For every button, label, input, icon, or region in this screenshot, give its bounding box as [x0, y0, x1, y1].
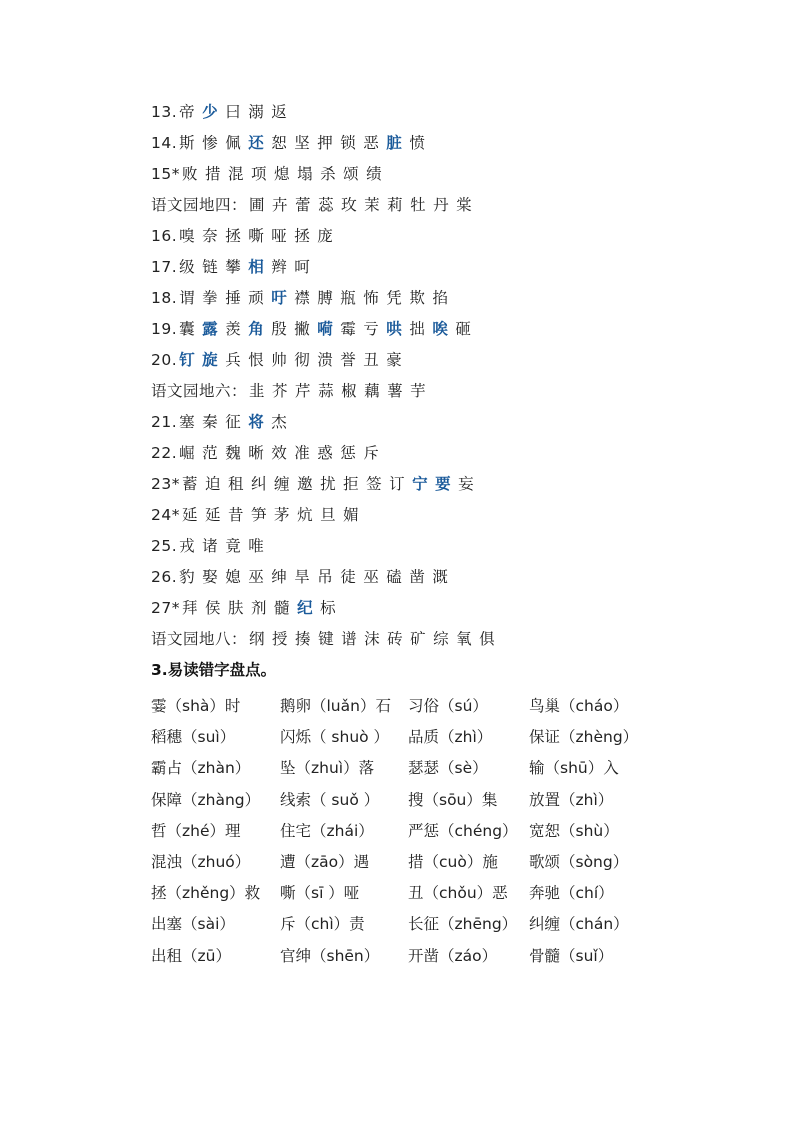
- char: 恶: [363, 134, 380, 152]
- char: 肤: [228, 599, 245, 617]
- char: 熄: [274, 165, 291, 183]
- highlighted-char: 脏: [386, 134, 403, 152]
- char: 欺: [409, 289, 426, 307]
- char: 茅: [274, 506, 291, 524]
- char: 邀: [297, 475, 314, 493]
- char: 怖: [363, 289, 380, 307]
- line-prefix: 20.: [151, 351, 178, 369]
- grid-cell: 遭（zāo）遇: [280, 852, 370, 871]
- grid-cell: 嘶（sī ）哑: [280, 884, 360, 903]
- char: 誉: [340, 351, 357, 369]
- grid-cell: 哲（zhé）理: [151, 821, 241, 840]
- highlighted-char: 角: [248, 320, 265, 338]
- char: 纠: [251, 475, 268, 493]
- char: 拯: [225, 227, 242, 245]
- char-line: [151, 502, 502, 533]
- char: 谓: [179, 289, 196, 307]
- highlighted-char: 吁: [271, 289, 288, 307]
- char: 俱: [479, 630, 496, 648]
- char-line: [151, 223, 502, 254]
- grid-cell: 霎（shà）时: [151, 697, 241, 715]
- highlighted-char: 相: [248, 258, 265, 276]
- highlighted-char: 旋: [202, 351, 219, 369]
- line-prefix: 25.: [151, 537, 178, 555]
- char: 卉: [272, 196, 289, 214]
- char-line: [151, 471, 502, 502]
- char: 磕: [386, 568, 403, 586]
- char: 纲: [249, 630, 266, 648]
- char-line: [151, 130, 502, 161]
- grid-cell: 纠缠（chán）: [529, 915, 629, 934]
- char: 溉: [432, 568, 449, 586]
- char-line: [151, 378, 502, 409]
- char: 茉: [364, 196, 381, 214]
- grid-cell: 住宅（zhái）: [280, 821, 374, 840]
- char: 惑: [317, 444, 334, 462]
- char: 项: [251, 165, 268, 183]
- char-line: [151, 192, 502, 223]
- line-prefix: 16.: [151, 227, 178, 245]
- char: 氧: [456, 630, 473, 648]
- char: 拒: [343, 475, 360, 493]
- char: 帝: [179, 103, 196, 121]
- char: 揍: [295, 630, 312, 648]
- char: 惩: [340, 444, 357, 462]
- char: 恕: [271, 134, 288, 152]
- grid-cell: 混浊（zhuó）: [151, 852, 251, 871]
- grid-row: [151, 880, 639, 911]
- grid-cell: 长征（zhēng）: [408, 915, 518, 934]
- char: 巫: [363, 568, 380, 586]
- grid-row: [151, 911, 639, 942]
- char: 范: [202, 444, 219, 462]
- char: 缠: [274, 475, 291, 493]
- char: 砸: [455, 320, 472, 338]
- char-line: [151, 564, 502, 595]
- line-prefix: 语文园地六：: [151, 382, 248, 400]
- char: 棠: [456, 196, 473, 214]
- grid-cell: 奔驰（chí）: [529, 884, 614, 903]
- char-line: [151, 285, 502, 316]
- char: 昔: [228, 506, 245, 524]
- char-line: [151, 440, 502, 471]
- char: 笋: [251, 506, 268, 524]
- char: 拙: [409, 320, 426, 338]
- line-prefix: 18.: [151, 289, 178, 307]
- char: 掐: [432, 289, 449, 307]
- grid-row: [151, 943, 639, 974]
- char: 豹: [179, 568, 196, 586]
- char: 恨: [248, 351, 265, 369]
- char: 晰: [248, 444, 265, 462]
- char: 剂: [251, 599, 268, 617]
- highlighted-char: 唉: [432, 320, 449, 338]
- char: 芋: [410, 382, 427, 400]
- highlighted-char: 将: [248, 413, 265, 431]
- highlighted-char: 纪: [297, 599, 314, 617]
- char: 囊: [179, 320, 196, 338]
- char: 准: [294, 444, 311, 462]
- char: 奈: [202, 227, 219, 245]
- char: 惨: [202, 134, 219, 152]
- char: 溃: [317, 351, 334, 369]
- char: 攀: [225, 258, 242, 276]
- char: 亏: [363, 320, 380, 338]
- grid-cell: 骨髓（suǐ）: [529, 946, 614, 965]
- char: 唯: [248, 537, 265, 555]
- char: 莉: [387, 196, 404, 214]
- char: 韭: [249, 382, 266, 400]
- char: 殷: [271, 320, 288, 338]
- char: 竟: [225, 537, 242, 555]
- grid-row: [151, 849, 639, 880]
- char: 彻: [294, 351, 311, 369]
- line-prefix: 15*: [151, 165, 180, 183]
- grid-cell: 瑟瑟（sè）: [408, 759, 488, 778]
- char: 绩: [366, 165, 383, 183]
- char: 沫: [364, 630, 381, 648]
- char: 订: [389, 475, 406, 493]
- char: 斥: [363, 444, 380, 462]
- grid-cell: 搜（sōu）集: [408, 790, 498, 809]
- char: 延: [205, 506, 222, 524]
- line-prefix: 24*: [151, 506, 180, 524]
- char: 圃: [249, 196, 266, 214]
- char: 旱: [294, 568, 311, 586]
- highlighted-char: 少: [202, 103, 219, 121]
- grid-cell: 闪烁（ shuò ）: [280, 728, 390, 747]
- line-prefix: 23*: [151, 475, 180, 493]
- char: 措: [205, 165, 222, 183]
- char: 丑: [363, 351, 380, 369]
- line-prefix: 语文园地四：: [151, 196, 248, 214]
- pinyin-grid: [151, 693, 639, 974]
- char: 综: [433, 630, 450, 648]
- char: 杀: [320, 165, 337, 183]
- char: 髓: [274, 599, 291, 617]
- grid-cell: 歌颂（sòng）: [529, 852, 629, 871]
- char: 丹: [433, 196, 450, 214]
- char: 庞: [317, 227, 334, 245]
- char: 兵: [225, 351, 242, 369]
- char: 妄: [458, 475, 475, 493]
- char: 谱: [341, 630, 358, 648]
- char: 媳: [225, 568, 242, 586]
- char-line: [151, 595, 502, 626]
- line-prefix: 17.: [151, 258, 178, 276]
- char-line: [151, 409, 502, 440]
- char: 锁: [340, 134, 357, 152]
- grid-cell: 线索（ suǒ ）: [280, 790, 380, 809]
- char: 键: [318, 630, 335, 648]
- char: 顽: [248, 289, 265, 307]
- char-line: [151, 533, 502, 564]
- grid-row: [151, 755, 639, 786]
- char-line: [151, 626, 502, 657]
- char: 砖: [387, 630, 404, 648]
- char-line: [151, 161, 502, 192]
- line-prefix: 26.: [151, 568, 178, 586]
- char: 征: [225, 413, 242, 431]
- grid-cell: 鸟巢（cháo）: [529, 697, 629, 715]
- grid-cell: 坠（zhuì）落: [280, 759, 375, 778]
- grid-cell: 官绅（shēn）: [280, 946, 380, 965]
- line-prefix: 19.: [151, 320, 178, 338]
- grid-cell: 出租（zū）: [151, 946, 231, 965]
- grid-row: [151, 818, 639, 849]
- grid-cell: 拯（zhěng）救: [151, 884, 261, 903]
- char: 凿: [409, 568, 426, 586]
- char: 玫: [341, 196, 358, 214]
- char-line: [151, 316, 502, 347]
- char: 混: [228, 165, 245, 183]
- char: 襟: [294, 289, 311, 307]
- grid-cell: 宽恕（shù）: [529, 821, 619, 840]
- char: 坚: [294, 134, 311, 152]
- char: 炕: [297, 506, 314, 524]
- char: 膊: [317, 289, 334, 307]
- grid-row: [151, 787, 639, 818]
- char: 塞: [179, 413, 196, 431]
- section-heading: 3.易读错字盘点。: [151, 661, 277, 679]
- char: 效: [271, 444, 288, 462]
- char: 蕾: [295, 196, 312, 214]
- char: 溺: [248, 103, 265, 121]
- char: 级: [179, 258, 196, 276]
- grid-cell: 习俗（sú）: [408, 697, 488, 715]
- line-prefix: 13.: [151, 103, 178, 121]
- char: 豪: [386, 351, 403, 369]
- char: 羡: [225, 320, 242, 338]
- char: 佩: [225, 134, 242, 152]
- grid-cell: 保障（zhàng）: [151, 790, 261, 809]
- line-prefix: 语文园地八：: [151, 630, 248, 648]
- grid-cell: 保证（zhèng）: [529, 728, 639, 747]
- highlighted-char: 还: [248, 134, 265, 152]
- char: 曰: [225, 103, 242, 121]
- grid-cell: 稻穗（suì）: [151, 728, 236, 747]
- char: 蓄: [181, 475, 198, 493]
- char: 徒: [340, 568, 357, 586]
- char: 败: [181, 165, 198, 183]
- char: 巫: [248, 568, 265, 586]
- grid-cell: 斥（chì）责: [280, 915, 365, 934]
- char: 扰: [320, 475, 337, 493]
- char: 链: [202, 258, 219, 276]
- char: 薯: [387, 382, 404, 400]
- char: 秦: [202, 413, 219, 431]
- char: 牡: [410, 196, 427, 214]
- char: 返: [271, 103, 288, 121]
- char: 捶: [225, 289, 242, 307]
- char: 辫: [271, 258, 288, 276]
- highlighted-char: 要: [435, 475, 452, 493]
- char: 拳: [202, 289, 219, 307]
- grid-cell: 丑（chǒu）恶: [408, 884, 508, 903]
- char: 签: [366, 475, 383, 493]
- char: 迫: [205, 475, 222, 493]
- char: 诸: [202, 537, 219, 555]
- char: 蒜: [318, 382, 335, 400]
- char: 斯: [179, 134, 196, 152]
- char-line: [151, 254, 502, 285]
- char: 授: [272, 630, 289, 648]
- line-prefix: 14.: [151, 134, 178, 152]
- grid-cell: 鹅卵（luǎn）石: [280, 697, 391, 715]
- char: 绅: [271, 568, 288, 586]
- line-prefix: 21.: [151, 413, 178, 431]
- char: 撇: [294, 320, 311, 338]
- char: 椒: [341, 382, 358, 400]
- char: 拯: [294, 227, 311, 245]
- char: 颂: [343, 165, 360, 183]
- char: 藕: [364, 382, 381, 400]
- line-prefix: 27*: [151, 599, 180, 617]
- grid-cell: 输（shū）入: [529, 759, 619, 778]
- highlighted-char: 宁: [412, 475, 429, 493]
- char: 哑: [271, 227, 288, 245]
- char: 延: [181, 506, 198, 524]
- char-line: [151, 347, 502, 378]
- char: 媚: [343, 506, 360, 524]
- char: 嘶: [248, 227, 265, 245]
- char: 租: [228, 475, 245, 493]
- char: 杰: [271, 413, 288, 431]
- char: 吊: [317, 568, 334, 586]
- grid-cell: 开凿（záo）: [408, 946, 498, 965]
- char: 霉: [340, 320, 357, 338]
- char: 瓶: [340, 289, 357, 307]
- char: 旦: [320, 506, 337, 524]
- grid-cell: 严惩（chéng）: [408, 821, 518, 840]
- grid-row: [151, 693, 639, 724]
- char: 戎: [179, 537, 196, 555]
- char: 愤: [409, 134, 426, 152]
- highlighted-char: 嗬: [317, 320, 334, 338]
- char: 芥: [272, 382, 289, 400]
- highlighted-char: 钉: [179, 351, 196, 369]
- grid-cell: 出塞（sài）: [151, 915, 235, 934]
- char: 凭: [386, 289, 403, 307]
- grid-cell: 品质（zhì）: [408, 728, 493, 747]
- char: 蕊: [318, 196, 335, 214]
- char: 矿: [410, 630, 427, 648]
- char: 塌: [297, 165, 314, 183]
- grid-cell: 霸占（zhàn）: [151, 759, 251, 778]
- char: 拜: [181, 599, 198, 617]
- grid-row: [151, 724, 639, 755]
- char: 呵: [294, 258, 311, 276]
- highlighted-char: 哄: [386, 320, 403, 338]
- line-prefix: 22.: [151, 444, 178, 462]
- char: 魏: [225, 444, 242, 462]
- char-line: [151, 99, 502, 130]
- char: 娶: [202, 568, 219, 586]
- char: 标: [320, 599, 337, 617]
- char: 押: [317, 134, 334, 152]
- char: 侯: [205, 599, 222, 617]
- char: 崛: [179, 444, 196, 462]
- char: 芹: [295, 382, 312, 400]
- grid-cell: 措（cuò）施: [408, 852, 498, 871]
- grid-cell: 放置（zhì）: [529, 790, 614, 809]
- char: 帅: [271, 351, 288, 369]
- character-lines: [151, 99, 502, 688]
- highlighted-char: 露: [202, 320, 219, 338]
- char: 嗅: [179, 227, 196, 245]
